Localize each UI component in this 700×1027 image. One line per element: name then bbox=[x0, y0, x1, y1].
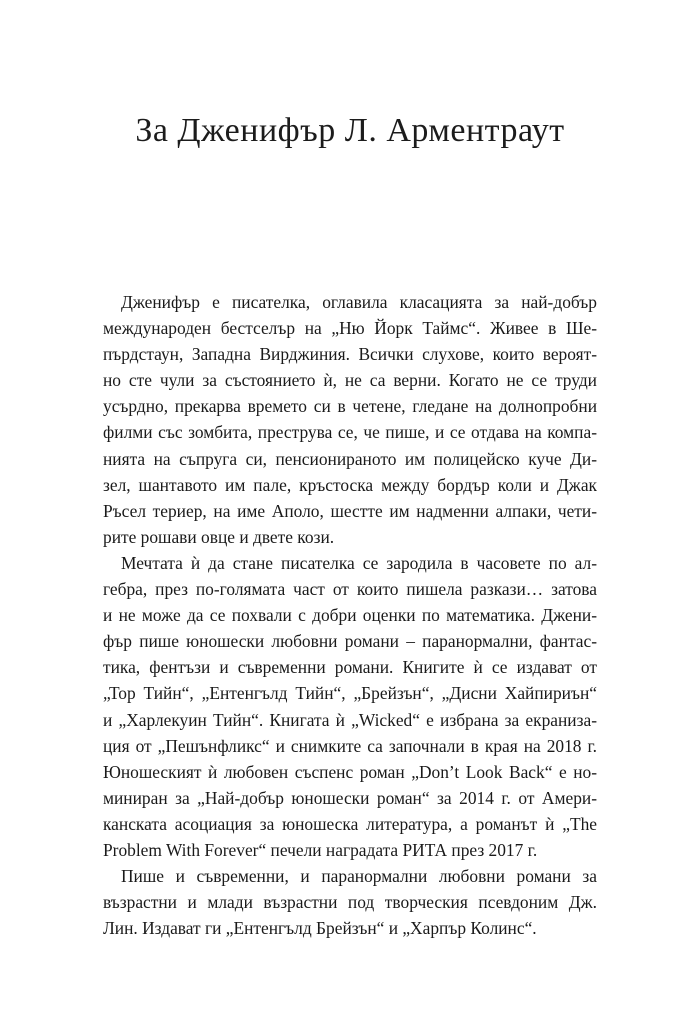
biography-text bbox=[103, 289, 597, 941]
text-line: Дженифър е писателка, оглавила класацията за най-добър bbox=[121, 292, 597, 312]
text-line: Ръсел териер, на име Аполо, шестте им надменни алпаки, чети- bbox=[103, 500, 597, 521]
text-line: зел, шантавото им пале, кръстоска между бордър коли и Джак bbox=[103, 474, 597, 495]
paragraph-3 bbox=[103, 863, 597, 941]
page-title: За Дженифър Л. Арментраут bbox=[135, 112, 565, 149]
text-line: пърдстаун, Западна Вирджиния. Всички слухове, които вероят- bbox=[103, 344, 597, 365]
text-line: нията на съпруга си, пенсионираното им полицейско куче Ди- bbox=[103, 448, 597, 469]
text-line: филми със зомбита, преструва се, че пише, и се отдава на компа- bbox=[103, 422, 597, 443]
text-line: миниран за „Най-добър юношески роман“ за 2014 г. от Амери- bbox=[103, 787, 597, 808]
text-line: тика, фентъзи и съвременни романи. Книгите ѝ се издават от bbox=[103, 657, 597, 678]
text-line: и не може да се похвали с добри оценки по математика. Джени- bbox=[103, 605, 597, 626]
paragraph-1 bbox=[103, 289, 597, 550]
text-line: гебра, през по-голямата част от които пишела разкази… затова bbox=[103, 579, 597, 600]
text-line: Мечтата ѝ да стане писателка се зародила в часовете по ал- bbox=[121, 552, 597, 573]
text-line: Лин. Издават ги „Ентенгълд Брейзън“ и „Харпър Колинс“. bbox=[103, 918, 537, 939]
text-line: ция от „Пешънфликс“ и снимките са започнали в края на 2018 г. bbox=[103, 735, 597, 756]
text-line: усърдно, прекарва времето си в четене, гледане на долнопробни bbox=[103, 396, 597, 417]
text-line: рите рошави овце и двете кози. bbox=[103, 526, 335, 547]
text-line: фър пише юношески любовни романи – паранормални, фантас- bbox=[103, 631, 597, 652]
paragraph-2 bbox=[103, 550, 597, 863]
text-line: Юношеският ѝ любовен съспенс роман „Don’t Look Back“ е но- bbox=[103, 761, 597, 782]
text-line: възрастни и млади възрастни под творческия псевдоним Дж. bbox=[103, 892, 597, 913]
text-line: „Тор Тийн“, „Ентенгълд Тийн“, „Брейзън“, „Дисни Хайпириън“ bbox=[103, 683, 597, 704]
text-line: канската асоциация за юношеска литература, а романът ѝ „The bbox=[103, 813, 597, 834]
text-line: Problem With Forever“ печели наградата РИТА през 2017 г. bbox=[103, 839, 538, 860]
text-line: но сте чули за състоянието ѝ, не са верни. Когато не се труди bbox=[103, 370, 597, 391]
text-line: и „Харлекуин Тийн“. Книгата ѝ „Wicked“ е избрана за екраниза- bbox=[103, 709, 597, 730]
text-line: международен бестселър на „Ню Йорк Таймс“. Живее в Ше- bbox=[103, 318, 597, 339]
text-line: Пише и съвременни, и паранормални любовни романи за bbox=[121, 866, 597, 887]
